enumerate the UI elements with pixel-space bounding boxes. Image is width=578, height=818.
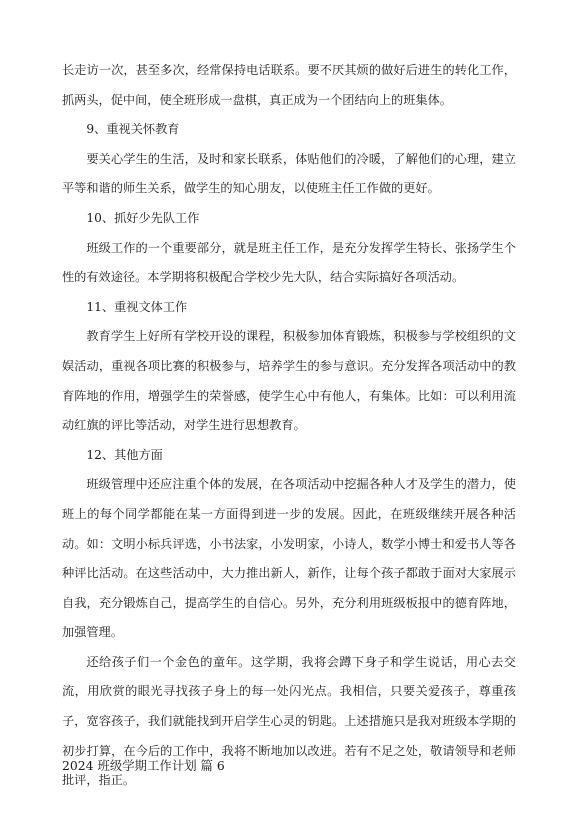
paragraph-other-aspects: 班级管理中还应注重个体的发展，在各项活动中挖掘各种人才及学生的潜力，使班上的每个同学都能在某一方面得到进一步的发展。因此，在班级继续开展各种活动。如：文明小标兵评选，小书法家，小发明家，小诗人，数学小博士和爱书人等各种评比活动。在这些活动中，大力推出新人，新作，让每个孩子都敢于面对大家展示自我，充分锻炼自己，提高学生的自信心。另外，充分利用班级板报中的德育阵地，加强管理。 bbox=[62, 477, 516, 640]
paragraph-culture-sports: 教育学生上好所有学校开设的课程，积极参加体育锻炼，积极参与学校组织的文娱活动，重视各项比赛的积极参与，培养学生的参与意识。充分发挥各项活动中的教育阵地的作用，增强学生的荣誉感，使学生心中有他人，有集体。比如：可以利用流动红旗的评比等活动，对学生进行思想教育。 bbox=[62, 329, 516, 433]
section-heading-10: 10、抓好少先队工作 bbox=[86, 210, 200, 225]
paragraph-young-pioneers: 班级工作的一个重要部分，就是班主任工作，是充分发挥学生特长、张扬学生个性的有效途径。本学期将积极配合学校少先大队，结合实际搞好各项活动。 bbox=[62, 240, 516, 285]
paragraph-conclusion: 还给孩子们一个金色的童年。这学期，我将会蹲下身子和学生说话，用心去交流，用欣赏的眼光寻找孩子身上的每一处闪光点。我相信，只要关爱孩子，尊重孩子，宽容孩子，我们就能找到开启学生心灵的钥匙。上述措施只是我对班级本学期的初步打算，在今后的工作中，我将不断地加以改进。若有不足之处，敬请领导和老师批评，指正。 bbox=[62, 654, 516, 788]
paragraph-care-education: 要关心学生的生活，及时和家长联系，体贴他们的冷暖，了解他们的心理，建立平等和谐的师生关系，做学生的知心朋友，以使班主任工作做的更好。 bbox=[62, 151, 516, 196]
section-heading-9: 9、重视关怀教育 bbox=[86, 122, 180, 137]
section-heading-12: 12、其他方面 bbox=[86, 447, 163, 462]
paragraph-continuation: 长走访一次，甚至多次，经常保持电话联系。要不厌其烦的做好后进生的转化工作，抓两头，促中间，使全班形成一盘棋，真正成为一个团结向上的班集体。 bbox=[62, 63, 516, 107]
section-heading-11: 11、重视文体工作 bbox=[86, 299, 188, 314]
next-section-title: 2024 班级学期工作计划 篇 6 bbox=[62, 758, 225, 773]
